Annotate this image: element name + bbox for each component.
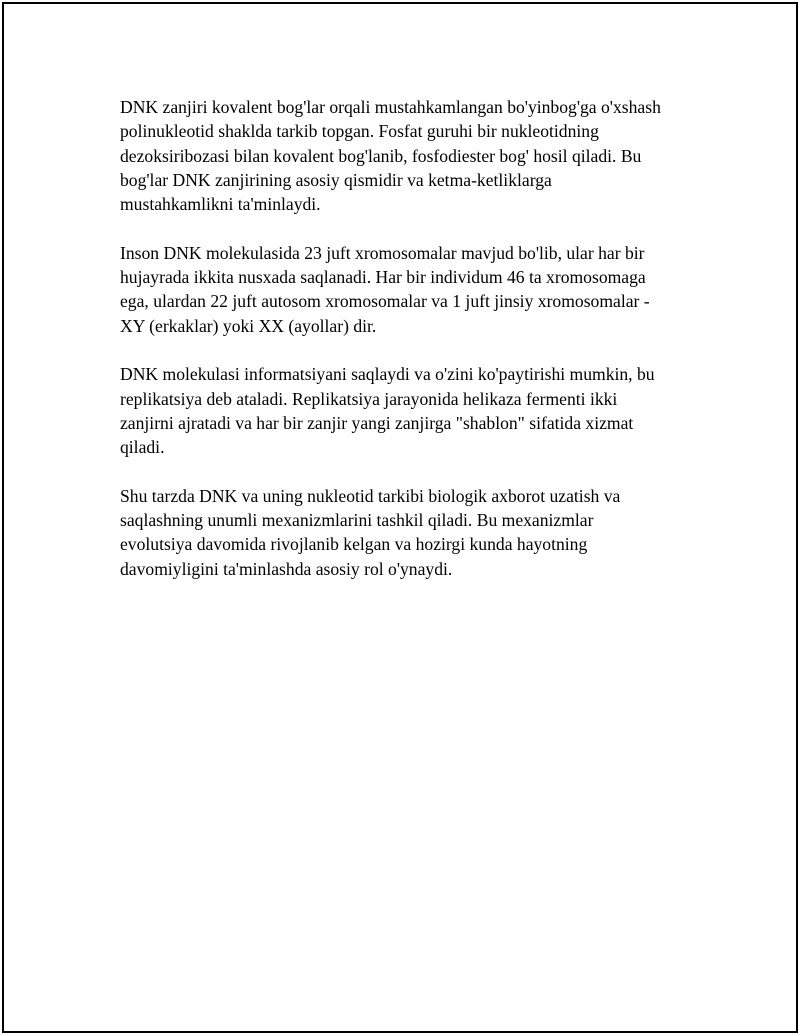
document-page xyxy=(2,2,798,1033)
paragraph-conclusion: Shu tarzda DNK va uning nukleotid tarkibi biologik axborot uzatish va saqlashning unumli mexanizmlarini tashkil qiladi. Bu mexanizmlar evolutsiya davomida rivojlanib kelgan va hozirgi kunda hayotning davomiyligini ta'minlashda asosiy rol o'ynaydi. xyxy=(120,485,621,579)
paragraph-phosphodiester-bonds: DNK zanjiri kovalent bog'lar orqali mustahkamlangan bo'yinbog'ga o'xshash polinukleotid shaklda tarkib topgan. Fosfat guruhi bir nukleotidning dezoksiribozasi bilan kovalent bog'lanib, fosfodiester bog' hosil qiladi. Bu bog'lar DNK zanjirining asosiy qismidir va ketma-ketliklarga mustahkamlikni ta'minlaydi. xyxy=(120,97,661,215)
paragraph-human-chromosomes: Inson DNK molekulasida 23 juft xromosomalar mavjud bo'lib, ular har bir hujayrada ikkita nusxada saqlanadi. Har bir individum 46 ta xromosomaga ega, ulardan 22 juft autosom xromosomalar va 1 juft jinsiy xromosomalar - XY (erkaklar) yoki XX (ayollar) dir. xyxy=(120,242,650,336)
document-body xyxy=(120,95,700,605)
paragraph-replication: DNK molekulasi informatsiyani saqlaydi va o'zini ko'paytirishi mumkin, bu replikatsiya deb ataladi. Replikatsiya jarayonida helikaza fermenti ikki zanjirni ajratadi va har bir zanjir yangi zanjirga "shablon" sifatida xizmat qiladi. xyxy=(120,364,655,458)
